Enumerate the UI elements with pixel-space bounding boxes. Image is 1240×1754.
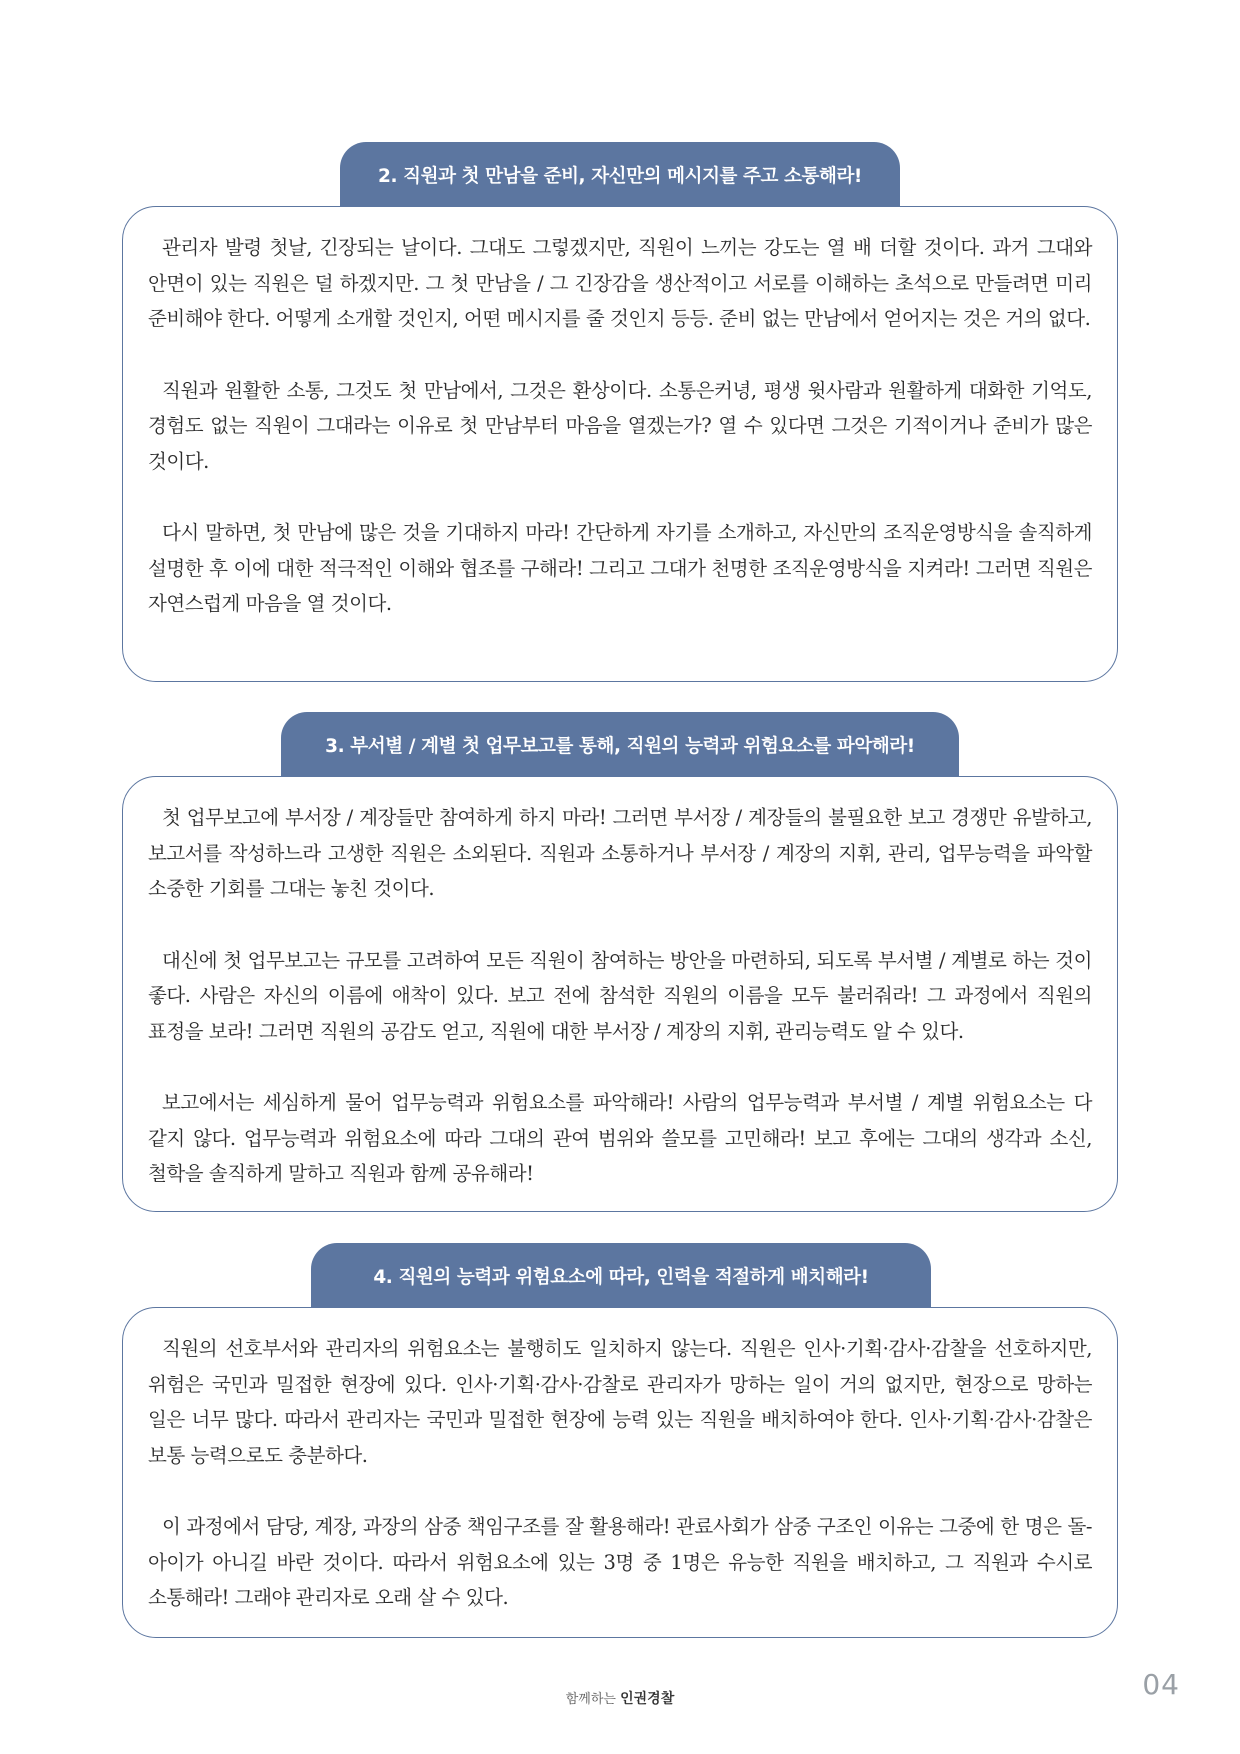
section-3-paragraph-3: 보고에서는 세심하게 물어 업무능력과 위험요소를 파악해라! 사람의 업무능력과 부서별 / 계별 위험요소는 다 같지 않다. 업무능력과 위험요소에 따라 그대의 관여 범위와 쓸모를 고민해라! 보고 후에는 그대의 생각과 소신, 철학을 솔직하게 말하고 직원과 함께 공유해라! — [148, 1091, 1092, 1185]
section-4-paragraph-2: 이 과정에서 담당, 계장, 과장의 삼중 책임구조를 잘 활용해라! 관료사회가 삼중 구조인 이유는 그중에 한 명은 돌-아이가 아니길 바란 것이다. 따라서 위험요소에 있는 3명 중 1명은 유능한 직원을 배치하고, 그 직원과 수시로 소통해라! 그래야 관리자로 오래 살 수 있다. — [148, 1515, 1092, 1609]
section-4-title: 4. 직원의 능력과 위험요소에 따라, 인력을 적절하게 배치해라! — [311, 1243, 931, 1309]
footer-prefix: 함께하는 — [565, 1692, 616, 1707]
footer-brand: 인권경찰 — [620, 1691, 675, 1707]
section-3-paragraph-2: 대신에 첫 업무보고는 규모를 고려하여 모든 직원이 참여하는 방안을 마련하되, 되도록 부서별 / 계별로 하는 것이 좋다. 사람은 자신의 이름에 애착이 있다. 보고 전에 참석한 직원의 이름을 모두 불러줘라! 그 과정에서 직원의 표정을 보라! 그러면 직원의 공감도 얻고, 직원에 대한 부서장 / 계장의 지휘, 관리능력도 알 수 있다. — [148, 948, 1092, 1043]
section-4-body — [122, 1307, 1118, 1638]
page-number: 04 — [1142, 1668, 1180, 1701]
section-2-paragraph-3: 다시 말하면, 첫 만남에 많은 것을 기대하지 마라! 간단하게 자기를 소개하고, 자신만의 조직운영방식을 솔직하게 설명한 후 이에 대한 적극적인 이해와 협조를 구해라! 그리고 그대가 천명한 조직운영방식을 지켜라! 그러면 직원은 자연스럽게 마음을 열 것이다. — [148, 521, 1092, 615]
section-3-paragraph-1: 첫 업무보고에 부서장 / 계장들만 참여하게 하지 마라! 그러면 부서장 / 계장들의 불필요한 보고 경쟁만 유발하고, 보고서를 작성하느라 고생한 직원은 소외된다. 직원과 소통하거나 부서장 / 계장의 지휘, 관리, 업무능력을 파악할 소중한 기회를 그대는 놓친 것이다. — [148, 806, 1092, 900]
footer — [0, 1688, 1240, 1708]
section-3-body — [122, 776, 1118, 1212]
section-2-paragraph-1: 관리자 발령 첫날, 긴장되는 날이다. 그대도 그렇겠지만, 직원이 느끼는 강도는 열 배 더할 것이다. 과거 그대와 안면이 있는 직원은 덜 하겠지만. 그 첫 만남을 / 그 긴장감을 생산적이고 서로를 이해하는 초석으로 만들려면 미리 준비해야 한다. 어떻게 소개할 것인지, 어떤 메시지를 줄 것인지 등등. 준비 없는 만남에서 얻어지는 것은 거의 없다. — [148, 236, 1092, 330]
section-3-title: 3. 부서별 / 계별 첫 업무보고를 통해, 직원의 능력과 위험요소를 파악해라! — [281, 712, 959, 778]
section-4-paragraph-1: 직원의 선호부서와 관리자의 위험요소는 불행히도 일치하지 않는다. 직원은 인사·기획·감사·감찰을 선호하지만, 위험은 국민과 밀접한 현장에 있다. 인사·기획·감사·감찰로 관리자가 망하는 일이 거의 없지만, 현장으로 망하는 일은 너무 많다. 따라서 관리자는 국민과 밀접한 현장에 능력 있는 직원을 배치하여야 한다. 인사·기획·감사·감찰은 보통 능력으로도 충분하다. — [148, 1337, 1092, 1467]
section-2-paragraph-2: 직원과 원활한 소통, 그것도 첫 만남에서, 그것은 환상이다. 소통은커녕, 평생 윗사람과 원활하게 대화한 기억도, 경험도 없는 직원이 그대라는 이유로 첫 만남부터 마음을 열겠는가? 열 수 있다면 그것은 기적이거나 준비가 많은 것이다. — [148, 378, 1092, 473]
section-2-title: 2. 직원과 첫 만남을 준비, 자신만의 메시지를 주고 소통해라! — [340, 142, 900, 208]
section-2-body — [122, 206, 1118, 682]
